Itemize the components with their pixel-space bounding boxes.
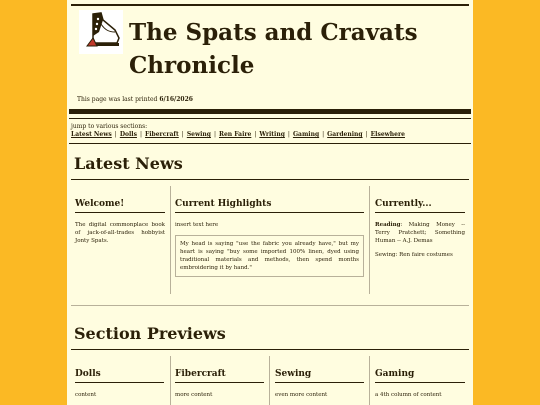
preview-heading: Gaming bbox=[375, 369, 415, 379]
page bbox=[67, 0, 473, 405]
welcome-text: The digital commonplace book of jack-of-all-trades hobbyist Jonty Spats. bbox=[75, 222, 165, 244]
nav-link-writing[interactable]: Writing bbox=[259, 131, 285, 138]
latest-news-rule bbox=[71, 179, 469, 180]
preview-heading: Sewing bbox=[275, 369, 312, 379]
nav-link-gaming[interactable]: Gaming bbox=[292, 131, 320, 138]
welcome-heading: Welcome! bbox=[75, 199, 125, 209]
nav-link-elsewhere[interactable]: Elsewhere bbox=[370, 131, 405, 138]
site-title: The Spats and Cravats Chronicle bbox=[129, 19, 418, 79]
column-divider bbox=[170, 186, 171, 294]
preview-column-dolls bbox=[75, 368, 164, 405]
section-previews-rule bbox=[71, 349, 469, 350]
currently-heading: Currently... bbox=[375, 199, 432, 209]
jump-label: jump to various sections: bbox=[71, 123, 148, 130]
preview-heading: Fibercraft bbox=[175, 369, 226, 379]
currently-reading bbox=[375, 221, 465, 245]
preview-column-gaming bbox=[375, 368, 465, 405]
welcome-column bbox=[75, 198, 165, 251]
preview-text: a 4th column of content bbox=[375, 392, 442, 398]
column-divider bbox=[369, 356, 370, 405]
printed-prefix: This page was last printed bbox=[77, 96, 158, 103]
preview-text: even more content bbox=[275, 392, 328, 398]
header-top-rule bbox=[71, 4, 469, 6]
highlights-text: insert text here bbox=[175, 222, 219, 228]
nav-link-dolls[interactable]: Dolls bbox=[119, 131, 137, 138]
preview-column-sewing bbox=[275, 368, 364, 405]
nav-link-fibercraft[interactable]: Fibercraft bbox=[145, 131, 179, 138]
preview-heading: Dolls bbox=[75, 369, 101, 379]
column-divider bbox=[369, 186, 370, 294]
section-nav: Latest News | Dolls | Fibercraft | Sewing | Ren Faire | Writing | Gaming | Gardening | Elsewhere bbox=[71, 131, 405, 138]
section-separator bbox=[71, 305, 469, 306]
reading-text: : Making Money -- Terry Pratchett; Something Human -- A.J. Demas bbox=[375, 222, 465, 244]
printed-date: 6/16/2026 bbox=[159, 96, 193, 103]
currently-sewing: Sewing: Ren faire costumes bbox=[375, 252, 453, 258]
preview-rule bbox=[375, 382, 465, 383]
reading-label: Reading bbox=[375, 222, 401, 228]
section-previews-title: Section Previews bbox=[74, 324, 226, 343]
preview-rule bbox=[275, 382, 364, 383]
spat-shoe-logo-icon bbox=[79, 10, 123, 54]
highlights-heading: Current Highlights bbox=[175, 199, 272, 209]
nav-link-latest-news[interactable]: Latest News bbox=[71, 131, 112, 138]
latest-news-title: Latest News bbox=[74, 154, 183, 173]
highlights-column bbox=[175, 198, 364, 277]
preview-rule bbox=[75, 382, 164, 383]
nav-bottom-rule bbox=[69, 143, 471, 144]
highlights-quote: My head is saying "use the fabric you already have," but my heart is saying "buy some imported 100% linen, dyed using traditional materials and methods, then spend months embroidering it by hand." bbox=[175, 235, 364, 277]
preview-text: more content bbox=[175, 392, 213, 398]
nav-link-sewing[interactable]: Sewing bbox=[186, 131, 211, 138]
currently-column bbox=[375, 198, 465, 265]
header-thin-rule bbox=[69, 118, 471, 119]
preview-column-fibercraft bbox=[175, 368, 264, 405]
welcome-rule bbox=[75, 212, 165, 213]
currently-rule bbox=[375, 212, 465, 213]
preview-rule bbox=[175, 382, 264, 383]
last-printed-note bbox=[77, 96, 193, 103]
column-divider bbox=[269, 356, 270, 405]
column-divider bbox=[170, 356, 171, 405]
preview-text: content bbox=[75, 392, 97, 398]
highlights-rule bbox=[175, 212, 364, 213]
nav-link-gardening[interactable]: Gardening bbox=[327, 131, 363, 138]
header-thick-rule bbox=[69, 109, 471, 114]
nav-link-ren-faire[interactable]: Ren Faire bbox=[219, 131, 252, 138]
